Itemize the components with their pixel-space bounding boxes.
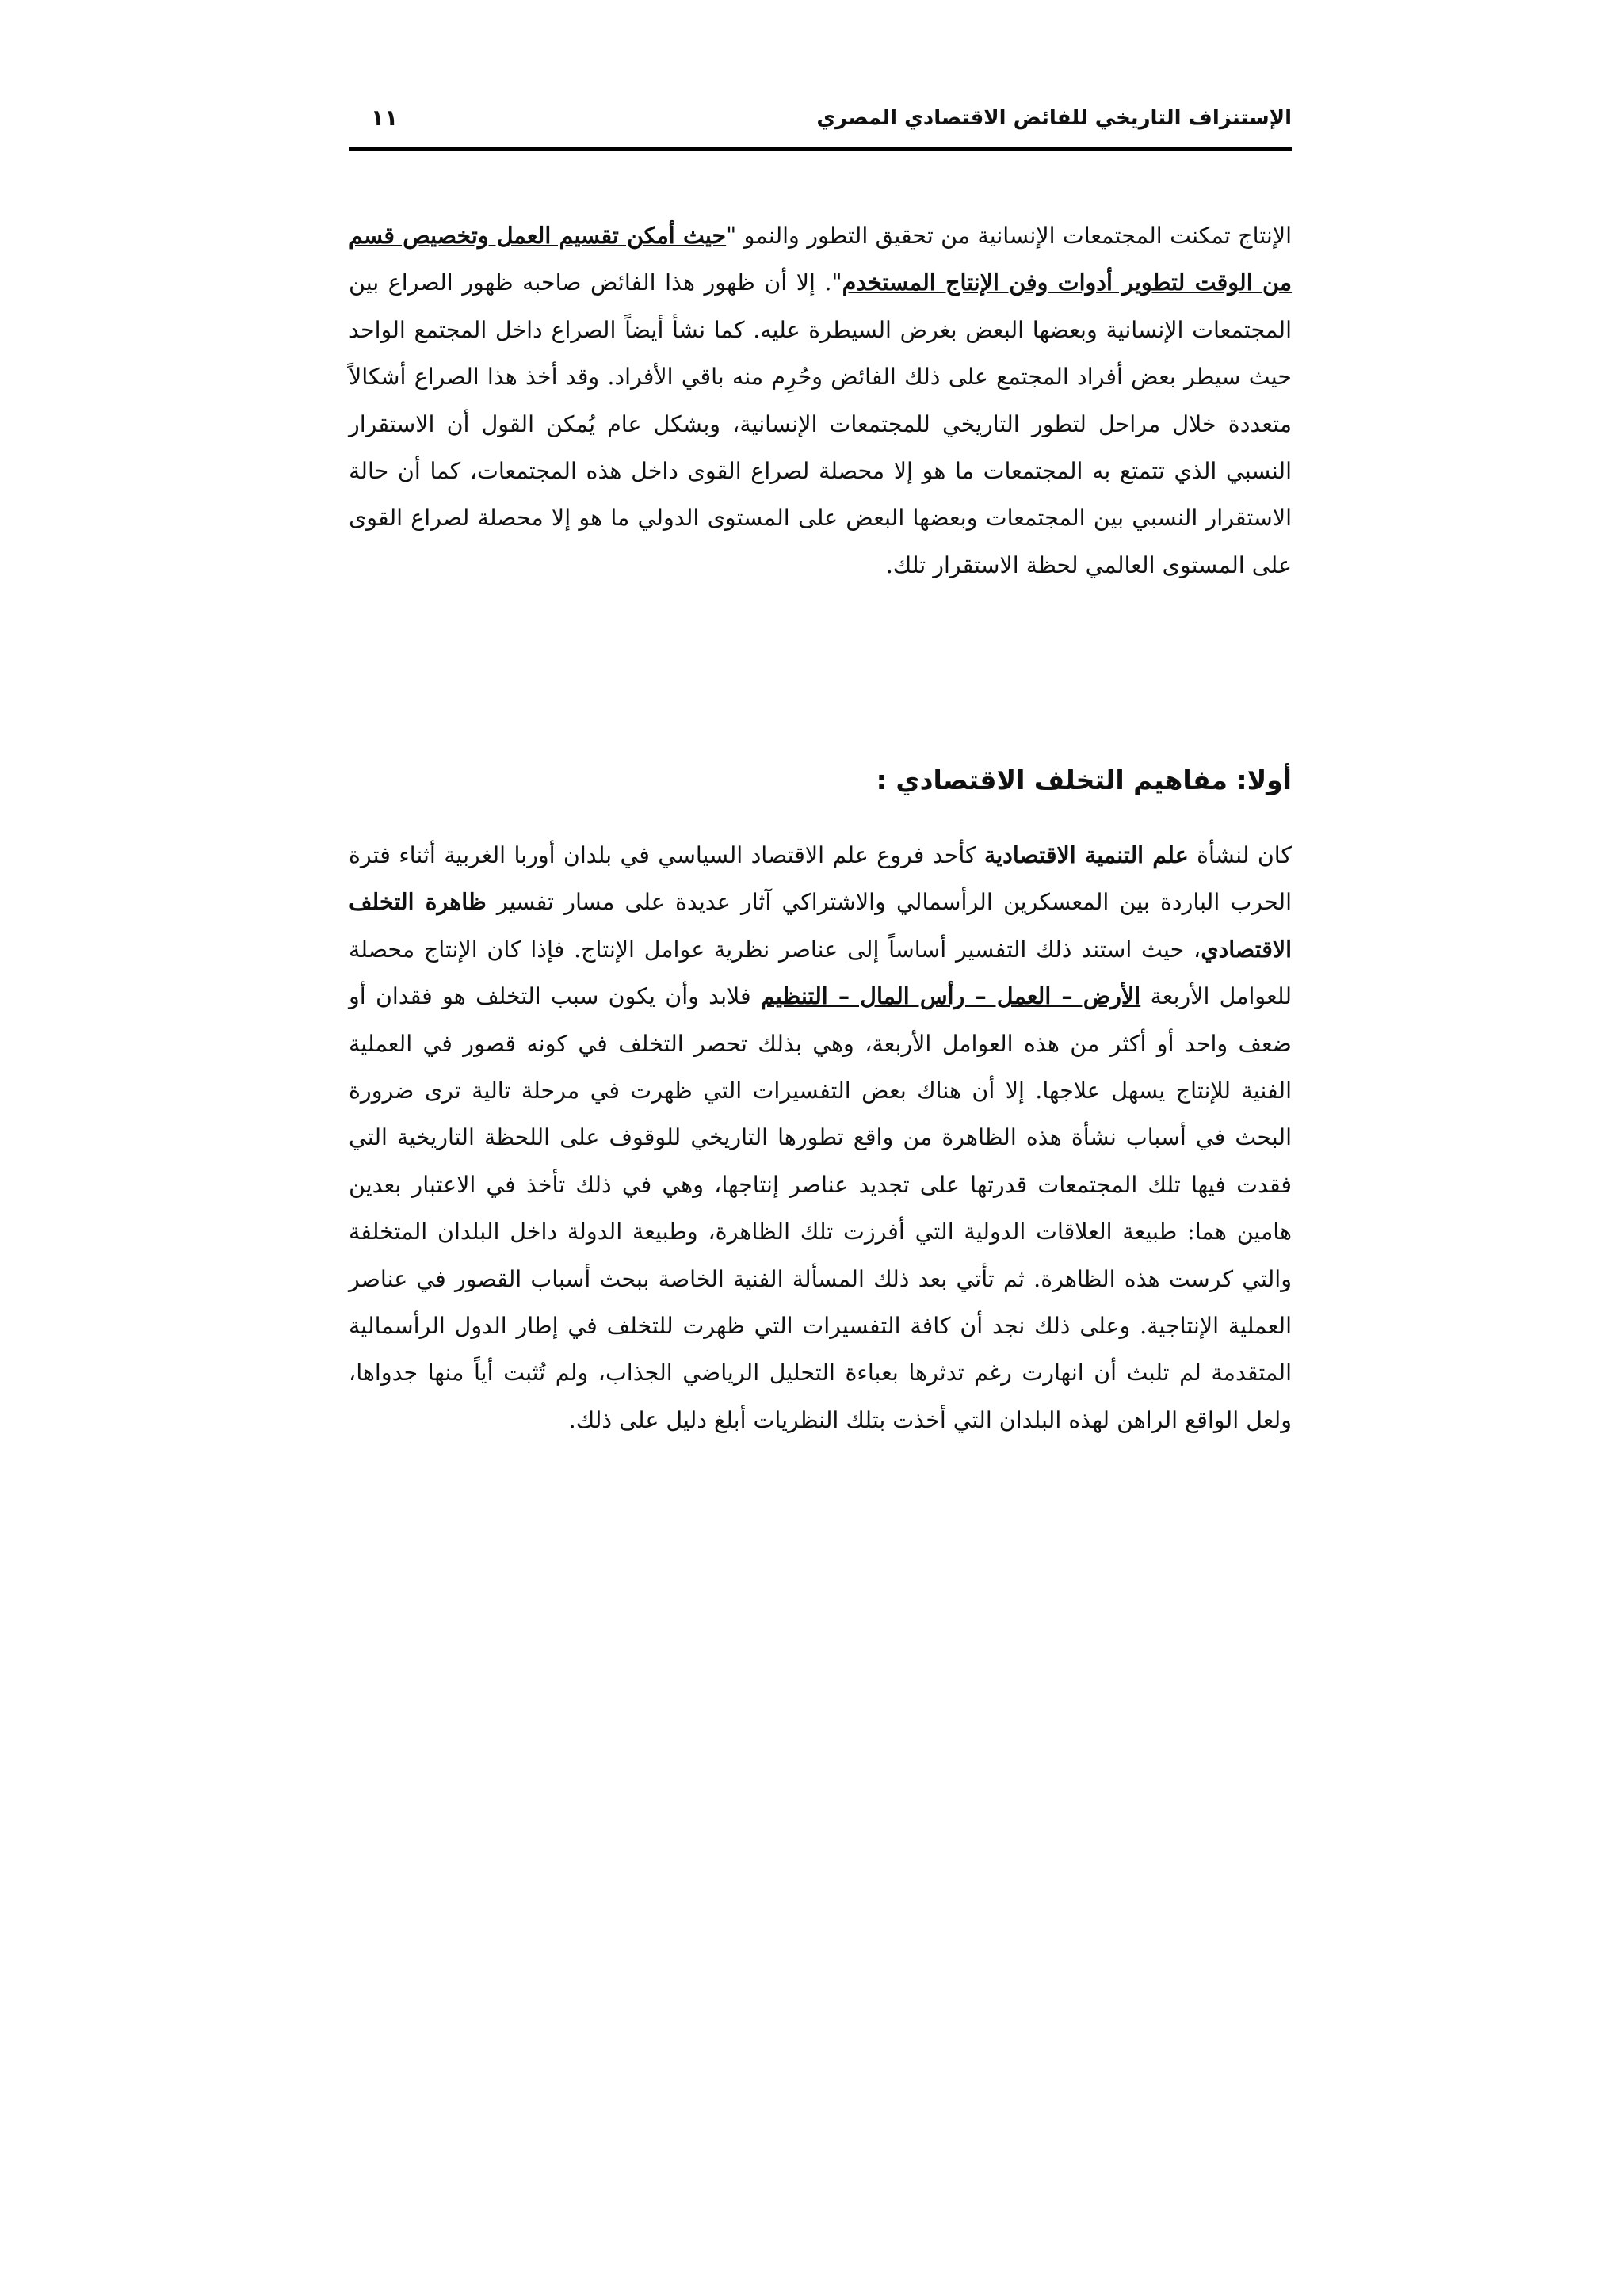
section-heading: أولا: مفاهيم التخلف الاقتصادي : xyxy=(876,765,1292,795)
paragraph-2-text-1: كان لنشأة xyxy=(1188,842,1292,868)
paragraph-2-underlined-factors: الأرض – العمل – رأس المال – التنظيم xyxy=(760,982,1141,1010)
page-number: ١١ xyxy=(371,105,399,131)
paragraph-2-text-2: كأحد فروع علم الاقتصاد السياسي في بلدان أوربا الغربية أثناء فترة الحرب الباردة بين المعسكرين الرأسمالي والاشتراكي آثار عديدة على مسار تفسير xyxy=(349,842,1293,916)
paragraph-2-bold-term-1: علم التنمية الاقتصادية xyxy=(983,841,1189,868)
paragraph-2-bold-term-2: ظاهرة التخلف الاقتصادي xyxy=(349,888,1292,963)
paragraph-2-text-3: ، حيث استند ذلك التفسير أساساً إلى عناصر نظرية عوامل الإنتاج. فإذا كان الإنتاج محصلة للعوامل الأربعة xyxy=(349,936,1293,1010)
paragraph-1-text-1: الإنتاج تمكنت المجتمعات الإنسانية من تحقيق التطور والنمو " xyxy=(726,223,1292,249)
paragraph-1-underlined-quote: حيث أمكن تقسيم العمل وتخصيص قسم من الوقت لتطوير أدوات وفن الإنتاج المستخدم xyxy=(349,222,1292,296)
page-header xyxy=(349,101,1292,149)
paragraph-1 xyxy=(349,212,1292,589)
paragraph-2 xyxy=(349,832,1292,1444)
paragraph-1-text-2: ". إلا أن ظهور هذا الفائض صاحبه ظهور الصراع بين المجتمعات الإنسانية وبعضها البعض بغرض السيطرة عليه. كما نشأ أيضاً الصراع داخل المجتمع الواحد حيث سيطر بعض أفراد المجتمع على ذلك الفائض وحُرِم منه باقي الأفراد. وقد أخذ هذا الصراع أشكالاً متعددة خلال مراحل لتطور التاريخي للمجتمعات الإنسانية، وبشكل عام يُمكن القول أن الاستقرار النسبي الذي تتمتع به المجتمعات ما هو إلا محصلة لصراع القوى داخل هذه المجتمعات، كما أن حالة الاستقرار النسبي بين المجتمعات وبعضها البعض على المستوى الدولي ما هو إلا محصلة لصراع القوى على المستوى العالمي لحظة الاستقرار تلك. xyxy=(349,269,1292,578)
running-title: الإستنزاف التاريخي للفائض الاقتصادي المصري xyxy=(816,106,1292,130)
header-rule xyxy=(349,147,1292,151)
paragraph-2-text-4: فلابد وأن يكون سبب التخلف هو فقدان أو ضعف واحد أو أكثر من هذه العوامل الأربعة، وهي بذلك تحصر التخلف في كونه قصور في العملية الفنية للإنتاج يسهل علاجها. إلا أن هناك بعض التفسيرات التي ظهرت في مرحلة تالية ترى ضرورة البحث في أسباب نشأة هذه الظاهرة من واقع تطورها التاريخي للوقوف على اللحظة التاريخية التي فقدت فيها تلك المجتمعات قدرتها على تجديد عناصر إنتاجها، وهي في ذلك تأخذ في الاعتبار بعدين هامين هما: طبيعة العلاقات الدولية التي أفرزت تلك الظاهرة، وطبيعة الدولة داخل البلدان المتخلفة والتي كرست هذه الظاهرة. ثم تأتي بعد ذلك المسألة الفنية الخاصة ببحث أسباب القصور في عناصر العملية الإنتاجية. وعلى ذلك نجد أن كافة التفسيرات التي ظهرت للتخلف في إطار الدول الرأسمالية المتقدمة لم تلبث أن انهارت رغم تدثرها بعباءة التحليل الرياضي الجذاب، ولم تُثبت أياً منها جدواها، ولعل الواقع الراهن لهذه البلدان التي أخذت بتلك النظريات أبلغ دليل على ذلك. xyxy=(349,983,1292,1433)
